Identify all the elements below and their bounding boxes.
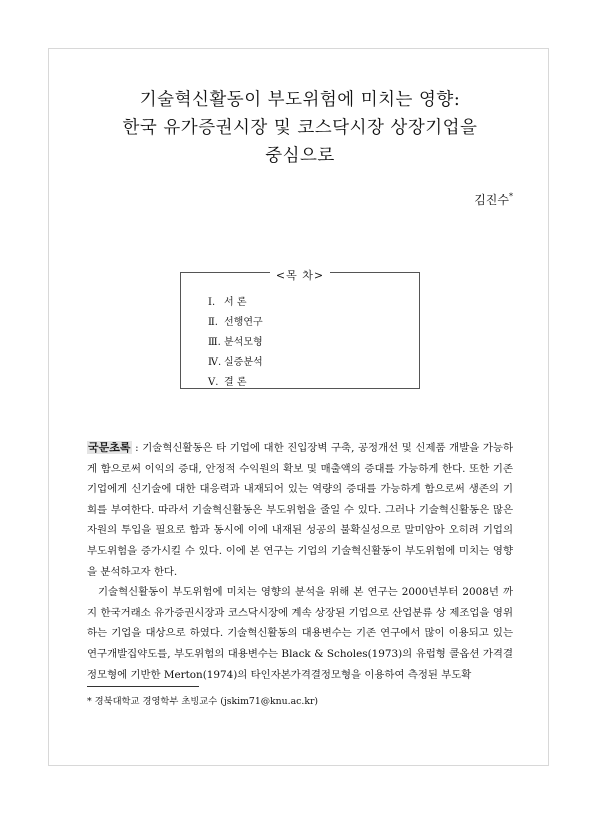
abstract-paragraph: 기술혁신활동이 부도위험에 미치는 영향의 분석을 위해 본 연구는 2000년부터 2008년 까지 한국거래소 유가증권시장과 코스닥시장에 계속 상장된 기업으로 산업분류 상 제조업을 영위하는 기업을 대상으로 하였다. 기술혁신활동의 대용변수는 기존 연구에서 많이 이용되고 있는 연구개발집약도를, 부도위험의 대용변수는 Black & Scholes(1973)의 유럽형 콜옵션 가격결정모형에 기반한 Merton(1974)의 타인자본가격결정모형을 이용하여 측정된 부도확	[87, 586, 513, 681]
abstract-label: 국문초록	[88, 441, 131, 454]
title-line: 기술혁신활동이 부도위험에 미치는 영향:	[139, 90, 461, 110]
footnote: * 경북대학교 경영학부 초빙교수 (jskim71@knu.ac.kr)	[87, 696, 319, 707]
toc-item-number: Ⅲ.	[208, 337, 221, 348]
abstract-paragraph	[87, 438, 513, 582]
author-name: 김진수	[474, 193, 509, 207]
title-line: 한국 유가증권시장 및 코스닥시장 상장기업을	[122, 118, 478, 138]
toc-item	[208, 293, 263, 313]
author-footnote-marker: *	[509, 192, 513, 201]
paper-title	[60, 86, 540, 170]
toc-item-label: 결 론	[224, 377, 247, 388]
toc-item	[208, 333, 263, 353]
toc-item	[208, 313, 263, 333]
table-of-contents	[180, 269, 420, 389]
toc-item-label: 선행연구	[224, 317, 263, 328]
toc-title	[181, 264, 419, 283]
abstract-separator: :	[131, 442, 143, 454]
toc-item-label: 실증분석	[224, 357, 263, 368]
toc-item-number: Ⅰ.	[208, 297, 216, 308]
toc-item-label: 서 론	[224, 297, 247, 308]
toc-item-number: Ⅳ.	[208, 357, 222, 368]
toc-item-number: Ⅴ.	[208, 377, 219, 388]
title-line: 중심으로	[265, 146, 335, 166]
korean-abstract	[87, 438, 513, 685]
toc-item-number: Ⅱ.	[208, 317, 218, 328]
toc-item	[208, 353, 263, 373]
toc-title-text: <목 차>	[270, 269, 330, 282]
toc-item-label: 분석모형	[224, 337, 263, 348]
toc-item	[208, 373, 263, 393]
abstract-paragraph-text: 기술혁신활동은 타 기업에 대한 진입장벽 구축, 공정개선 및 신제품 개발을 가능하게 함으로써 이익의 증대, 안정적 수익원의 확보 및 매출액의 증대를 가능하게 한다. 또한 기존 기업에게 신기술에 대한 대응력과 내재되어 있는 역량의 증대를 가능하게 함으로써 생존의 기회를 부여한다. 따라서 기술혁신활동은 부도위험을 줄일 수 있다. 그러나 기술혁신활동은 많은 자원의 투입을 필요로 함과 동시에 이에 내재된 성공의 불확실성으로 말미암아 오히려 기업의 부도위험을 증가시킬 수 있다. 이에 본 연구는 기업의 기술혁신활동이 부도위험에 미치는 영향을 분석하고자 한다.	[87, 442, 514, 578]
author	[474, 191, 513, 208]
toc-list	[208, 293, 263, 393]
footnote-divider	[87, 686, 199, 687]
